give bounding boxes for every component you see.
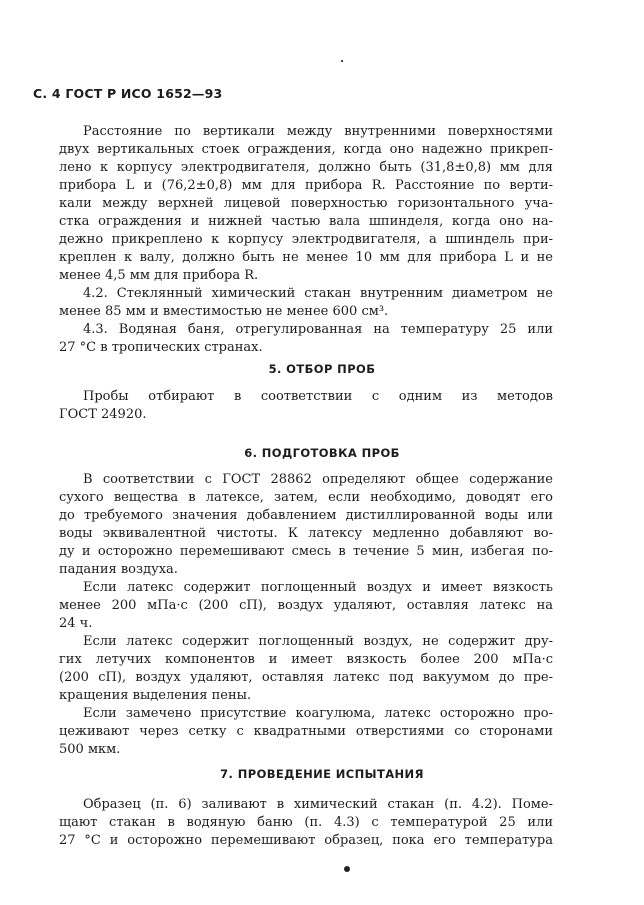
text-line: 27 °С в тропических странах. — [59, 340, 263, 355]
text-line: сухого вещества в латексе, затем, если необходимо, доводят его — [59, 490, 553, 505]
section-6-heading: 6. ПОДГОТОВКА ПРОБ — [244, 446, 400, 460]
text-line: креплен к валу, должно быть не менее 10 мм для прибора L и не — [59, 250, 553, 265]
text-line: 24 ч. — [59, 616, 93, 631]
text-line: до требуемого значения добавлением дистиллированной воды или — [59, 508, 553, 523]
text-line: дежно прикреплено к корпусу электродвигателя, а шпиндель при- — [59, 232, 553, 247]
section-4-continuation — [59, 123, 553, 357]
text-line: 500 мкм. — [59, 742, 121, 757]
page-header: С. 4 ГОСТ Р ИСО 1652—93 — [33, 86, 223, 101]
text-line: 4.2. Стеклянный химический стакан внутренним диаметром не — [83, 286, 553, 301]
text-line: щают стакан в водяную баню (п. 4.3) с температурой 25 или — [59, 815, 553, 830]
text-line: Образец (п. 6) заливают в химический стакан (п. 4.2). Поме- — [83, 797, 553, 812]
section-6-body — [59, 471, 553, 759]
text-line: цеживают через сетку с квадратными отверстиями со сторонами — [59, 724, 553, 739]
text-line: 4.3. Водяная баня, отрегулированная на температуру 25 или — [83, 322, 553, 337]
section-7-body — [59, 796, 553, 850]
text-line: Если латекс содержит поглощенный воздух, не содержит дру- — [83, 634, 553, 649]
section-5-heading: 5. ОТБОР ПРОБ — [268, 362, 376, 376]
text-line: прибора L и (76,2±0,8) мм для прибора R. Расстояние по верти- — [59, 178, 553, 193]
text-line: менее 85 мм и вместимостью не менее 600 см³. — [59, 304, 389, 319]
text-line: падания воздуха. — [59, 562, 178, 577]
text-line: кращения выделения пены. — [59, 688, 252, 703]
text-line: менее 200 мПа·с (200 сП), воздух удаляют, оставляя латекс на — [59, 598, 553, 613]
text-line: гих летучих компонентов и имеет вязкость более 200 мПа·с — [59, 652, 553, 667]
text-line: ГОСТ 24920. — [59, 407, 147, 422]
text-line: ду и осторожно перемешивают смесь в течение 5 мин, избегая по- — [59, 544, 553, 559]
text-line: Пробы отбирают в соответствии с одним из методов — [83, 389, 553, 404]
text-line: стка ограждения и нижней частью вала шпинделя, когда оно на- — [59, 214, 553, 229]
text-line: В соответствии с ГОСТ 28862 определяют общее содержание — [83, 472, 553, 487]
text-line: воды эквивалентной чистоты. К латексу медленно добавляют во- — [59, 526, 553, 541]
scan-speck — [341, 60, 343, 62]
text-line: двух вертикальных стоек ограждения, когда оно надежно прикреп- — [59, 142, 553, 157]
text-line: 27 °С и осторожно перемешивают образец, пока его температура — [59, 833, 553, 848]
text-line: лено к корпусу электродвигателя, должно быть (31,8±0,8) мм для — [59, 160, 553, 175]
text-line: Если латекс содержит поглощенный воздух и имеет вязкость — [83, 580, 553, 595]
text-line: (200 сП), воздух удаляют, оставляя латекс под вакуумом до пре- — [59, 670, 553, 685]
scan-speck — [344, 866, 350, 872]
text-line: кали между верхней лицевой поверхностью горизонтального уча- — [59, 196, 553, 211]
text-line: менее 4,5 мм для прибора R. — [59, 268, 259, 283]
text-line: Если замечено присутствие коагулюма, латекс осторожно про- — [83, 706, 553, 721]
text-line: Расстояние по вертикали между внутренними поверхностями — [83, 124, 553, 139]
section-7-heading: 7. ПРОВЕДЕНИЕ ИСПЫТАНИЯ — [220, 767, 424, 781]
section-5-body — [59, 388, 553, 424]
